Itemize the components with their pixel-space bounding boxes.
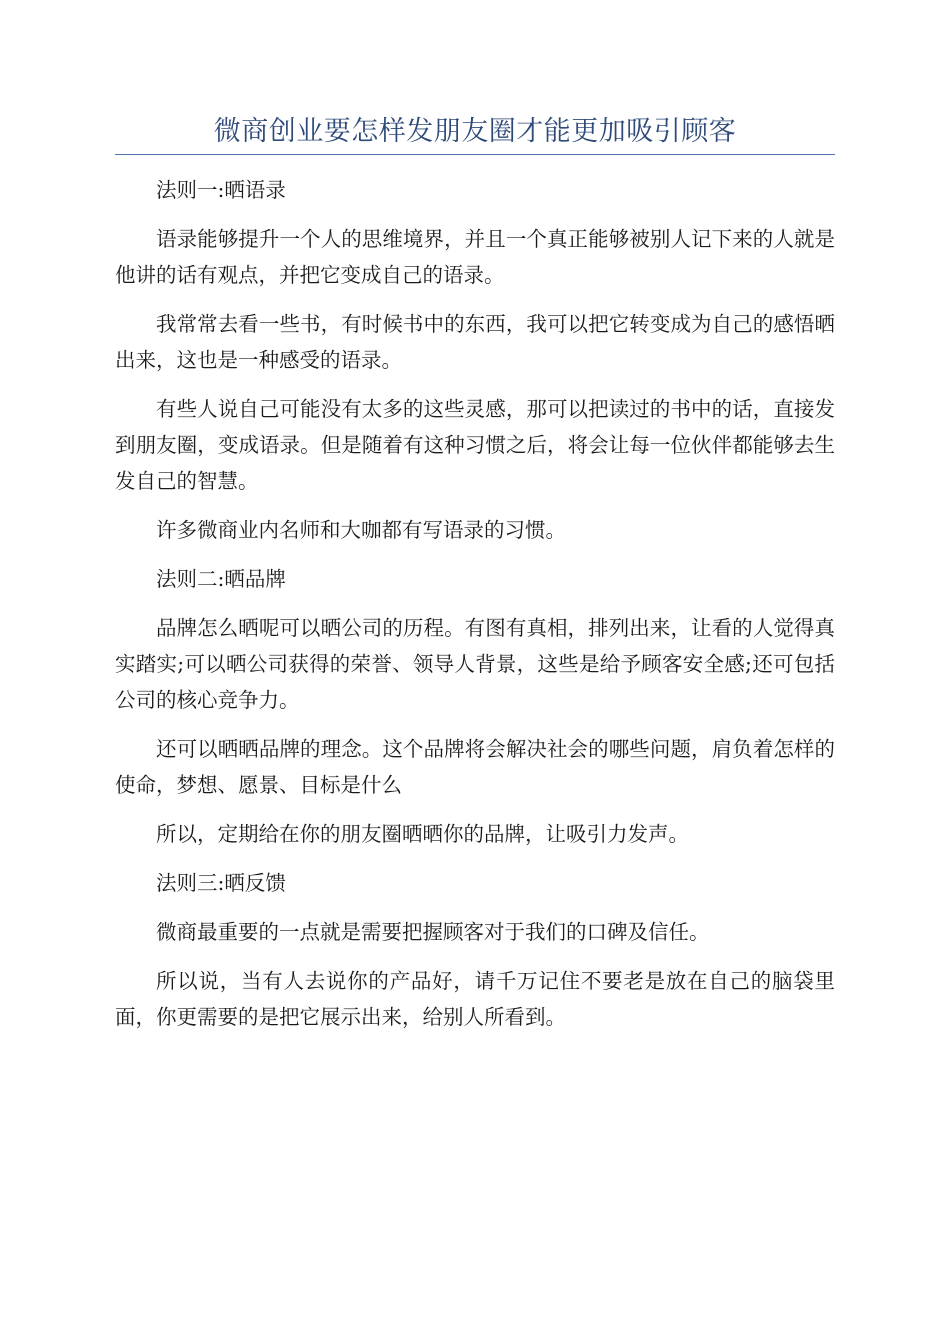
paragraph: 品牌怎么晒呢可以晒公司的历程。有图有真相，排列出来，让看的人觉得真实踏实;可以晒公司获得的荣誉、领导人背景，这些是给予顾客安全感;还可包括公司的核心竞争力。	[115, 616, 835, 712]
paragraph: 许多微商业内名师和大咖都有写语录的习惯。	[156, 518, 566, 542]
paragraph: 所以，定期给在你的朋友圈晒晒你的品牌，让吸引力发声。	[156, 822, 689, 846]
document-body	[115, 172, 835, 1048]
paragraph: 还可以晒晒品牌的理念。这个品牌将会解决社会的哪些问题，肩负着怎样的使命，梦想、愿景、目标是什么	[115, 737, 835, 797]
title-underline	[115, 154, 835, 155]
section-heading-1: 法则一:晒语录	[156, 178, 286, 202]
section-heading-2: 法则二:晒品牌	[156, 567, 286, 591]
document-title: 微商创业要怎样发朋友圈才能更加吸引顾客	[213, 116, 737, 147]
section-heading-3: 法则三:晒反馈	[156, 871, 286, 895]
paragraph: 所以说，当有人去说你的产品好，请千万记住不要老是放在自己的脑袋里面，你更需要的是把它展示出来，给别人所看到。	[115, 969, 835, 1029]
paragraph: 有些人说自己可能没有太多的这些灵感，那可以把读过的书中的话，直接发到朋友圈，变成语录。但是随着有这种习惯之后，将会让每一位伙伴都能够去生发自己的智慧。	[115, 397, 835, 493]
paragraph: 我常常去看一些书，有时候书中的东西，我可以把它转变成为自己的感悟晒出来，这也是一种感受的语录。	[115, 312, 835, 372]
paragraph: 语录能够提升一个人的思维境界，并且一个真正能够被别人记下来的人就是他讲的话有观点，并把它变成自己的语录。	[115, 227, 835, 287]
paragraph: 微商最重要的一点就是需要把握顾客对于我们的口碑及信任。	[156, 920, 710, 944]
